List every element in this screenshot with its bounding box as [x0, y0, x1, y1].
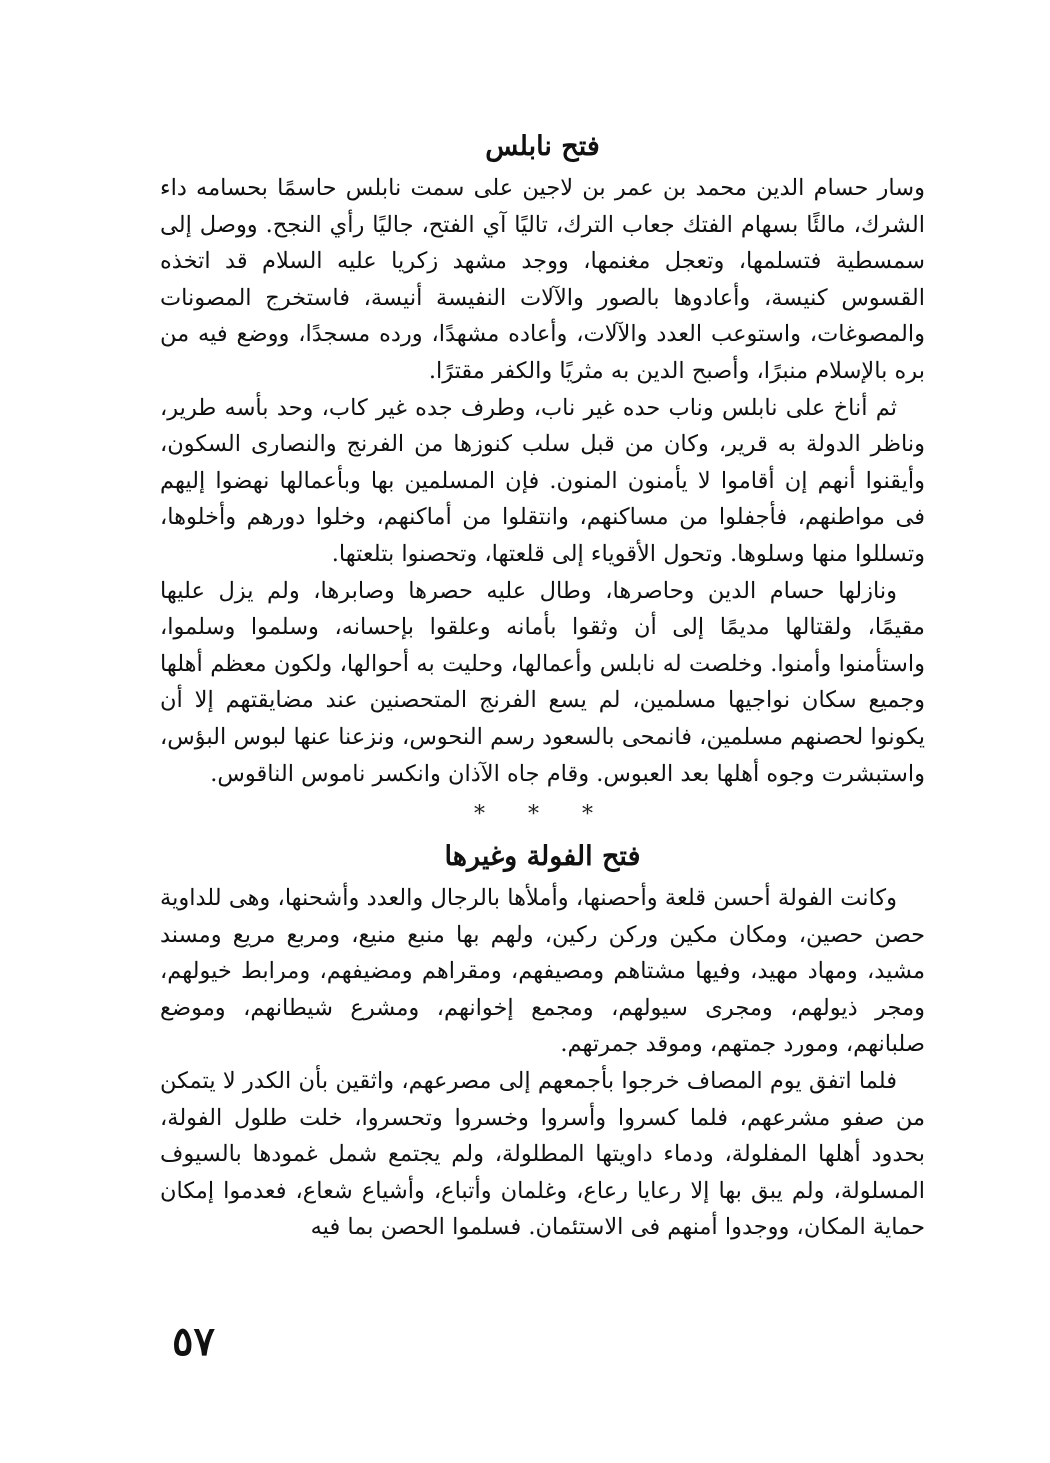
section-title-nablus: فتح نابلس — [485, 131, 600, 162]
paragraph: وكانت الفولة أحسن قلعة وأحصنها، وأملأها بالرجال والعدد وأشحنها، وهى للداوية حصن حصين، ومكان مكين وركن ركين، ولهم بها منبع منيع، ومربع مريع ومسند مشيد، ومهاد مهيد، وفيها مشتاهم ومصيفهم، ومقراهم ومضيفهم، ومرابط خيولهم، ومجر ذيولهم، ومجرى سيولهم، ومجمع إخوانهم، ومشرع شيطانهم، وموضع صلبانهم، ومورد جمتهم، وموقد جمرتهم. — [160, 885, 925, 1058]
page-body — [160, 124, 925, 1246]
page-number: ٥٧ — [172, 1318, 215, 1365]
section-title-fula: فتح الفولة وغيرها — [444, 841, 641, 873]
paragraph: فلما اتفق يوم المصاف خرجوا بأجمعهم إلى مصرعهم، واثقين بأن الكدر لا يتمكن من صفو مشرعهم، فلما كسروا وأسروا وخسروا وتحسروا، خلت طلول الفولة، بحدود أهلها المفلولة، ودماء داويتها المطلولة، ولم يجتمع شمل غمودها بالسيوف المسلولة، ولم يبق بها إلا رعايا رعاع، وغلمان وأتباع، وأشياع شعاع، فعدموا إمكان حماية المكان، ووجدوا أمنهم فى الاستئمان. فسلموا الحصن بما فيه — [160, 1068, 925, 1241]
paragraph: ونازلها حسام الدين وحاصرها، وطال عليه حصرها وصابرها، ولم يزل عليها مقيمًا، ولقتالها مديمًا إلى أن وثقوا بأمانه وعلقوا بإحسانه، وسلموا وسلموا، واستأمنوا وأمنوا. وخلصت له نابلس وأعمالها، وحليت به أحوالها، ولكون معظم أهلها وجميع سكان نواجيها مسلمين، لم يسع الفرنج المتحصنين عند مضايقتهم إلا أن يكونوا لحصنهم مسلمين، فانمحى بالسعود رسم النحوس، ونزعنا عنها لبوس البؤس، واستبشرت وجوه أهلها بعد العبوس. وقام جاه الآذان وانكسر ناموس الناقوس. — [160, 577, 925, 787]
paragraph: ثم أناخ على نابلس وناب حده غير ناب، وطرف جده غير كاب، وحد بأسه طرير، وناظر الدولة به قرير، وكان من قبل سلب كنوزها من الفرنج والنصارى السكون، وأيقنوا أنهم إن أقاموا لا يأمنون المنون. فإن المسلمين بها وبأعمالها نهضوا إليهم فى مواطنهم، فأجفلوا من مساكنهم، وانتقلوا من أماكنهم، وخلوا دورهم وأخلوها، وتسللوا منها وسلوها. وتحول الأقوياء إلى قلعتها، وتحصنوا بتلعتها. — [160, 394, 925, 567]
paragraph: وسار حسام الدين محمد بن عمر بن لاجين على سمت نابلس حاسمًا بحسامه داء الشرك، مالئًا بسهام الفتك جعاب الترك، تاليًا آي الفتح، جاليًا رأي النجح. ووصل إلى سمسطية فتسلمها، وتعجل مغنمها، ووجد مشهد زكريا عليه السلام قد اتخذه القسوس كنيسة، وأعادوها بالصور والآلات النفيسة أنيسة، فاستخرج المصونات والمصوغات، واستوعب العدد والآلات، وأعاده مشهدًا، ورده مسجدًا، ووضع فيه من بره بالإسلام منبرًا، وأصبح الدين به مثريًا والكفر مقترًا. — [160, 175, 925, 384]
section-separator: * * * — [474, 802, 611, 828]
